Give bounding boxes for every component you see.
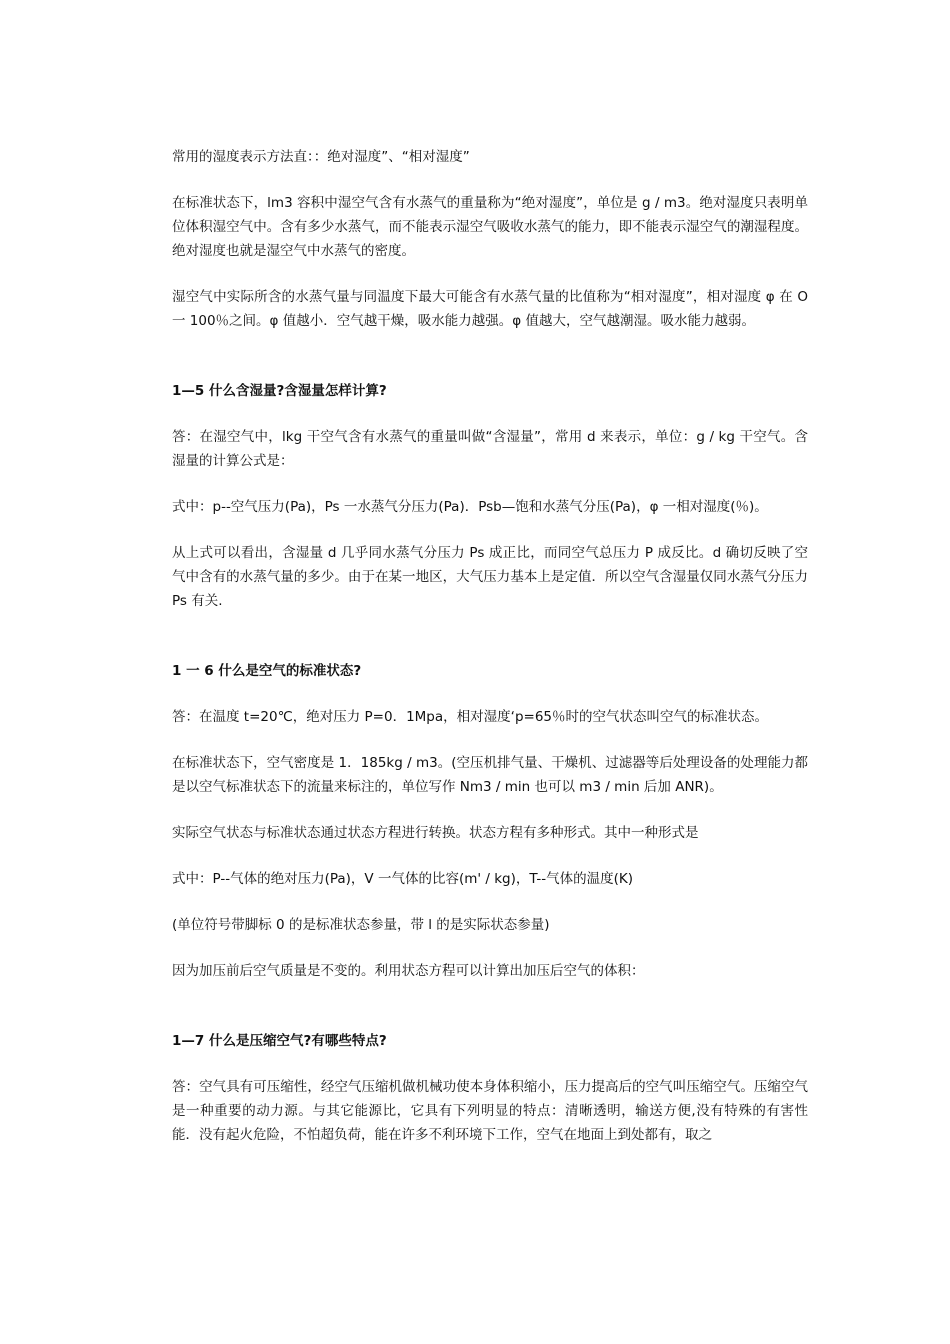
paragraph-subscript-note: (单位符号带脚标 0 的是标准状态参量，带 l 的是实际状态参量)	[172, 917, 550, 933]
spacer	[172, 333, 808, 379]
paragraph-standard-state-definition: 答：在温度 t=20℃，绝对压力 P=0．1Mpa，相对湿度‘p=65％时的空气状态叫空气的标准状态。	[172, 709, 768, 725]
spacer	[172, 403, 808, 425]
document-content	[172, 145, 808, 1147]
spacer	[172, 845, 808, 867]
spacer	[172, 729, 808, 751]
spacer	[172, 983, 808, 1029]
spacer	[172, 1053, 808, 1075]
paragraph-standard-air-density: 在标准状态下，空气密度是 1．185kg / m3。(空压机排气量、干燥机、过滤器等后处理设备的处理能力都是以空气标准状态下的流量来标注的，单位写作 Nm3 / min 也可以 m3 / min 后加 ANR)。	[172, 755, 808, 795]
spacer	[172, 263, 808, 285]
paragraph-moisture-formula-terms: 式中：p--空气压力(Pa)，Ps 一水蒸气分压力(Pa)．Psb—饱和水蒸气分压(Pa)，φ 一相对湿度(％)。	[172, 499, 768, 515]
spacer	[172, 937, 808, 959]
paragraph-compressed-volume: 因为加压前后空气质量是不变的。利用状态方程可以计算出加压后空气的体积：	[172, 963, 645, 979]
spacer	[172, 169, 808, 191]
paragraph-humidity-methods: 常用的湿度表示方法直：：绝对湿度”、“相对湿度”	[172, 149, 470, 165]
paragraph-relative-humidity: 湿空气中实际所含的水蒸气量与同温度下最大可能含有水蒸气量的比值称为“相对湿度”，相对湿度 φ 在 O 一 100％之间。φ 值越小．空气越干燥，吸水能力越强。φ 值越大，空气越潮湿。吸水能力越弱。	[172, 289, 808, 329]
paragraph-compressed-air-features: 答：空气具有可压缩性，经空气压缩机做机械功使本身体积缩小，压力提高后的空气叫压缩空气。压缩空气是一种重要的动力源。与其它能源比，它具有下列明显的特点：清晰透明，输送方便,没有特殊的有害性能．没有起火危险，不怕超负荷，能在许多不利环境下工作，空气在地面上到处都有，取之	[172, 1079, 808, 1143]
spacer	[172, 799, 808, 821]
spacer	[172, 683, 808, 705]
spacer	[172, 519, 808, 541]
paragraph-moisture-content-definition: 答：在湿空气中，lkg 干空气含有水蒸气的重量叫做“含湿量”，常用 d 来表示，单位：g / kg 干空气。含湿量的计算公式是：	[172, 429, 808, 469]
spacer	[172, 891, 808, 913]
spacer	[172, 473, 808, 495]
section-heading-1-6: 1 一 6 什么是空气的标准状态?	[172, 663, 362, 679]
spacer	[172, 613, 808, 659]
section-heading-1-5: 1—5 什么含湿量?含湿量怎样计算?	[172, 383, 387, 399]
paragraph-state-equation-terms: 式中：P--气体的绝对压力(Pa)，V 一气体的比容(m' / kg)，T--气体的温度(K)	[172, 871, 634, 887]
section-heading-1-7: 1—7 什么是压缩空气?有哪些特点?	[172, 1033, 387, 1049]
paragraph-moisture-content-relation: 从上式可以看出，含湿量 d 几乎同水蒸气分压力 Ps 成正比，而同空气总压力 P 成反比。d 确切反映了空气中含有的水蒸气量的多少。由于在某一地区，大气压力基本上是定值．所以空气含湿量仅同水蒸气分压力 Ps 有关.	[172, 545, 808, 609]
paragraph-state-equation-intro: 实际空气状态与标准状态通过状态方程进行转换。状态方程有多种形式。其中一种形式是	[172, 825, 699, 841]
paragraph-absolute-humidity: 在标准状态下，lm3 容积中湿空气含有水蒸气的重量称为“绝对湿度”，单位是 g / m3。绝对湿度只表明单位体积湿空气中。含有多少水蒸气，而不能表示湿空气吸收水蒸气的能力，即不能表示湿空气的潮湿程度。绝对湿度也就是湿空气中水蒸气的密度。	[172, 195, 808, 259]
